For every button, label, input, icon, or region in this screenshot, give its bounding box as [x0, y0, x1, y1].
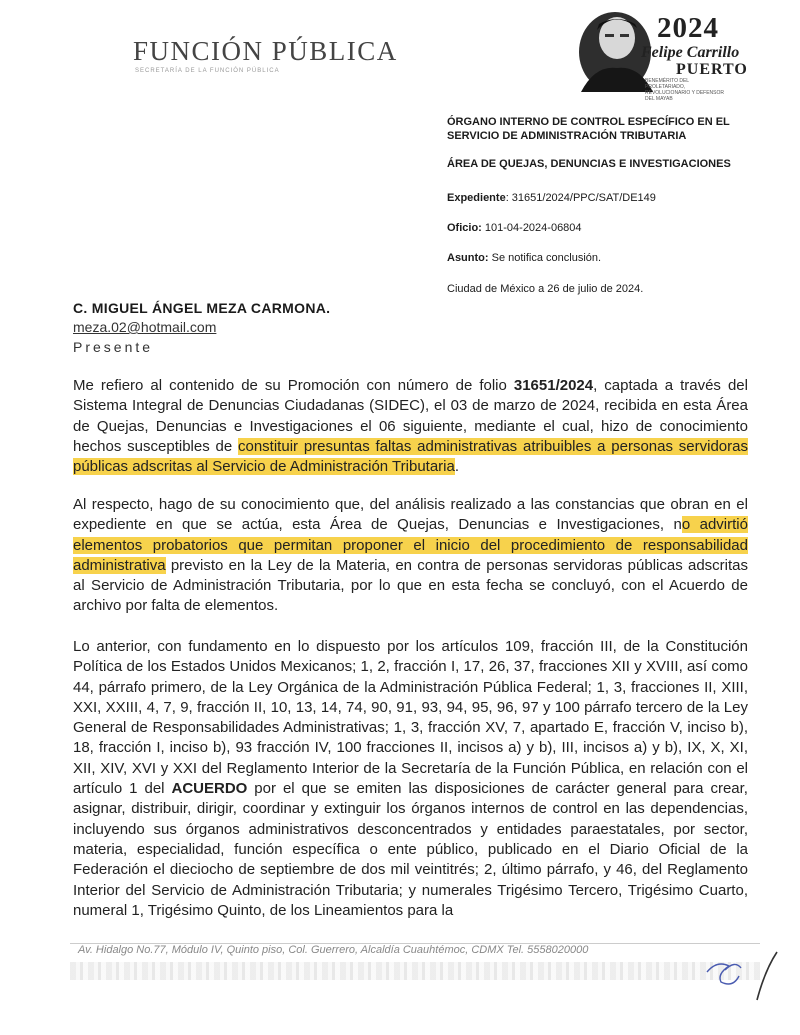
footer-decorative-band: [70, 962, 760, 980]
expediente-label: Expediente: [447, 192, 506, 204]
oficio-label: Oficio:: [447, 222, 482, 234]
document-date: Ciudad de México a 26 de julio de 2024.: [447, 283, 644, 295]
p3-text-b: por el que se emiten las disposiciones de carácter general para crear, asignar, distribuir, dirigir, coordinar y extinguir los órganos internos de control en las dependencias, incluyendo sus órganos administrativos desconcentrados y entidades paraestatales, por sector, materia, especialidad, función específica o ente público, publicado en el Diario Oficial de la Federación el dieciocho de septiembre de dos mil veintitrés; 2, último párrafo, y 46, del Reglamento Interior del Servicio de Administración Tributaria; y numerales Trigésimo Tercero, Trigésimo Cuarto, numeral 1, Trigésimo Quinto, de los Lineamientos para la: [73, 780, 748, 919]
year-mark: 2024: [657, 12, 719, 44]
issuing-organ: ÓRGANO INTERNO DE CONTROL ESPECÍFICO EN EL SERVICIO DE ADMINISTRACIÓN TRIBUTARIA: [447, 116, 730, 142]
signature-initials: [695, 930, 785, 1010]
paragraph-2: [73, 495, 748, 617]
asunto-line: [447, 252, 601, 264]
institution-logo-title: FUNCIÓN PÚBLICA: [133, 36, 398, 66]
paragraph-3: [73, 637, 748, 921]
footer-address: Av. Hidalgo No.77, Módulo IV, Quinto piso, Col. Guerrero, Alcaldía Cuauhtémoc, CDMX Tel. 5558020000: [78, 944, 589, 956]
institution-logo-subtitle: SECRETARÍA DE LA FUNCIÓN PÚBLICA: [135, 68, 280, 74]
asunto-label: Asunto:: [447, 252, 489, 264]
p2-text-b: previsto en la Ley de la Materia, en contra de personas servidoras públicas adscritas al Servicio de Administración Tributaria, por lo que en esta fecha se concluyó, con el Acuerdo de archivo por falta de elementos.: [73, 556, 748, 615]
p2-highlight: o advirtió elementos probatorios que permitan proponer el inicio del procedimiento de responsabilidad administrativa: [73, 516, 748, 574]
p1-highlight: constituir presuntas faltas administrativas atribuibles a personas servidoras públicas adscritas al Servicio de Administración Tributaria: [73, 437, 748, 476]
p1-text-b: , captada a través del Sistema Integral de Denuncias Ciudadanas (SIDEC), el 03 de marzo de 2024, recibida en esta Área de Quejas, Denuncias e Investigaciones el 06 siguiente, mediante el cual, hizo de conocimiento hechos susceptibles de: [73, 377, 748, 455]
oficio-value: 101-04-2024-06804: [481, 222, 582, 234]
expediente-value: : 31651/2024/PPC/SAT/DE149: [505, 192, 656, 204]
honoree-name-line1: Felipe Carrillo: [641, 44, 740, 61]
p1-text-c: .: [454, 458, 460, 476]
paragraph-1: [73, 376, 748, 477]
addressee-name: C. MIGUEL ÁNGEL MEZA CARMONA.: [73, 300, 331, 316]
expediente-line: [447, 192, 656, 204]
p2-text-a: Al respecto, hago de su conocimiento que, del análisis realizado a las constancias que obran en el expediente en que se actúa, esta Área de Quejas, Denuncias e Investigaciones, n: [73, 496, 748, 534]
p1-text-a: Me refiero al contenido de su Promoción con número de folio: [73, 377, 514, 394]
honoree-name-line2: PUERTO: [676, 61, 748, 78]
p3-text-a: Lo anterior, con fundamento en lo dispuesto por los artículos 109, fracción III, de la Constitución Política de los Estados Unidos Mexicanos; 1, 2, fracción I, 17, 26, 37, fracciones XII y XVIII, así como 44, párrafo primero, de la Ley Orgánica de la Administración Pública Federal; 1, 3, fracciones II, XIII, XXI, XXIII, 4, 7, 9, fracción II, 10, 13, 14, 74, 90, 91, 93, 94, 95, 96, 97 y 100 párrafo tercero de la Ley General de Responsabilidades Administrativas; 1, 3, fracción XV, 7, apartado E, fracción V, inciso b), 18, fracción I, inciso b), 93 fracción IV, 100 fracciones II, incisos a) y b), III, incisos a) y b), IX, X, XI, XII, XIV, XVI y XXI del Reglamento Interior de la Secretaría de la Función Pública, en relación con el artículo 1 del: [73, 638, 748, 798]
asunto-value: Se notifica conclusión.: [488, 252, 602, 264]
addressee-email-link[interactable]: meza.02@hotmail.com: [73, 319, 217, 335]
honoree-caption: BENEMÉRITO DEL PROLETARIADO, REVOLUCIONARIO Y DEFENSOR DEL MAYAB: [645, 78, 724, 102]
issuing-area: ÁREA DE QUEJAS, DENUNCIAS E INVESTIGACIONES: [447, 158, 731, 170]
presente-label: Presente: [73, 339, 154, 355]
acuerdo-bold: ACUERDO: [171, 780, 248, 798]
oficio-line: [447, 222, 582, 234]
folio-number: 31651/2024: [513, 377, 594, 394]
